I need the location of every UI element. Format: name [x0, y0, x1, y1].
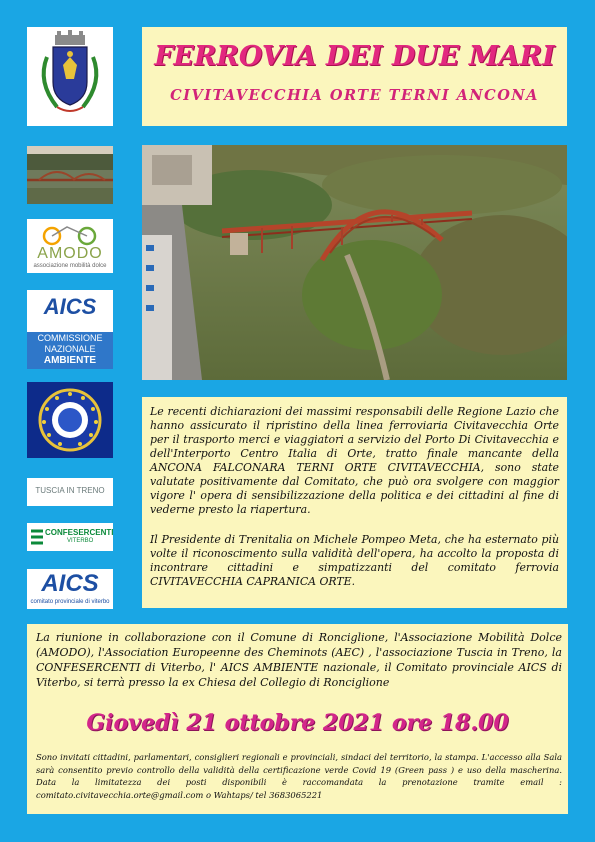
- commissione-line3: AMBIENTE: [43, 355, 97, 366]
- description-panel: [142, 397, 567, 608]
- confesercenti-logo: [27, 523, 113, 551]
- aics-ambiente-logo: [27, 290, 113, 369]
- meeting-date: Giovedì 21 ottobre 2021 ore 18.00: [86, 710, 509, 736]
- meeting-intro: La riunione in collaborazione con il Comune di Ronciglione, l'Associazione Mobilità Dolce (AMODO), l'Association Europeenne des Cheminots (AEC) , l'associazione Tuscia in Treno, la CONFESERCENTI di Viterbo, l' AICS AMBIENTE nazionale, il Comitato provinciale AICS di Viterbo, si terrà presso la ex Chiesa del Collegio di Ronciglione: [36, 631, 562, 689]
- coat-of-arms-icon: [27, 27, 113, 126]
- amodo-label: AMODO: [37, 245, 103, 262]
- confesercenti-mark-icon: [29, 527, 45, 547]
- coat-of-arms-logo: [27, 27, 113, 126]
- meeting-panel: [27, 624, 568, 814]
- commissione-line1: COMMISSIONE: [37, 333, 103, 343]
- title-panel: [142, 27, 567, 126]
- confesercenti-sublabel: VITERBO: [67, 538, 94, 544]
- tuscia-in-treno-logo: [27, 478, 113, 506]
- tuscia-label: TUSCIA IN TRENO: [35, 486, 105, 495]
- aics-viterbo-logo: [27, 569, 113, 609]
- amodo-sublabel: associazione mobilità dolce: [33, 263, 107, 269]
- aec-emblem-icon: [27, 382, 113, 458]
- aics-mark: AICS: [41, 570, 99, 597]
- confesercenti-label: CONFESERCENTI: [45, 528, 113, 537]
- page-subtitle: CIVITAVECCHIA ORTE TERNI ANCONA: [170, 87, 539, 104]
- meeting-notes: Sono invitati cittadini, parlamentari, consiglieri regionali e provinciali, sindaci del territorio, la stampa. L'accesso alla Sala sarà consentito previo controllo della validità della certificazione verde Covid 19 (Green pass ) e uso della mascherina. Data la limitatezza dei posti disponibili è raccomandata la prenotazione tramite email : comitato.civitavecchia.orte@gmail.com o Wahtaps/ tel 3683065221: [36, 752, 562, 800]
- bridge-photo: [142, 145, 567, 380]
- aics-ambiente-mark: AICS: [43, 294, 97, 319]
- description-paragraph-1: Le recenti dichiarazioni dei massimi responsabili delle Regione Lazio che hanno assicurato il ripristino della linea ferroviaria Civitavecchia Orte per il trasporto merci e viaggiatori a servizio del Porto Di Civitavecchia e dell'Interporto Centro Italia di Orte, tratto finale mancante della ANCONA FALCONARA TERNI ORTE CIVITAVECCHIA, sono state valutate positivamente dal Comitato, che può ora svolgere con maggior vigore l' opera di sensibilizzazione della politica e dei cittadini al fine di vederne presto la riapertura.: [150, 405, 559, 516]
- bridge-thumbnail-icon: [27, 146, 113, 204]
- aec-logo: [27, 382, 113, 458]
- bridge-aerial-image: [142, 145, 567, 380]
- amodo-logo: [27, 219, 113, 273]
- amodo-bike-icon: [27, 221, 113, 247]
- description-paragraph-2: Il Presidente di Trenitalia on Michele Pompeo Meta, che ha esternato più volte il riconoscimento sulla validità dell'opera, ha accolto la proposta di incontrare cittadini e simpatizzanti del comitato ferrovia CIVITAVECCHIA CAPRANICA ORTE.: [150, 533, 559, 588]
- aics-sublabel: comitato provinciale di viterbo: [30, 599, 110, 605]
- commissione-banner: [27, 332, 113, 369]
- page-title: FERROVIA DEI DUE MARI: [154, 41, 555, 72]
- bridge-thumbnail-logo: [27, 146, 113, 204]
- commissione-line2: NAZIONALE: [44, 344, 96, 354]
